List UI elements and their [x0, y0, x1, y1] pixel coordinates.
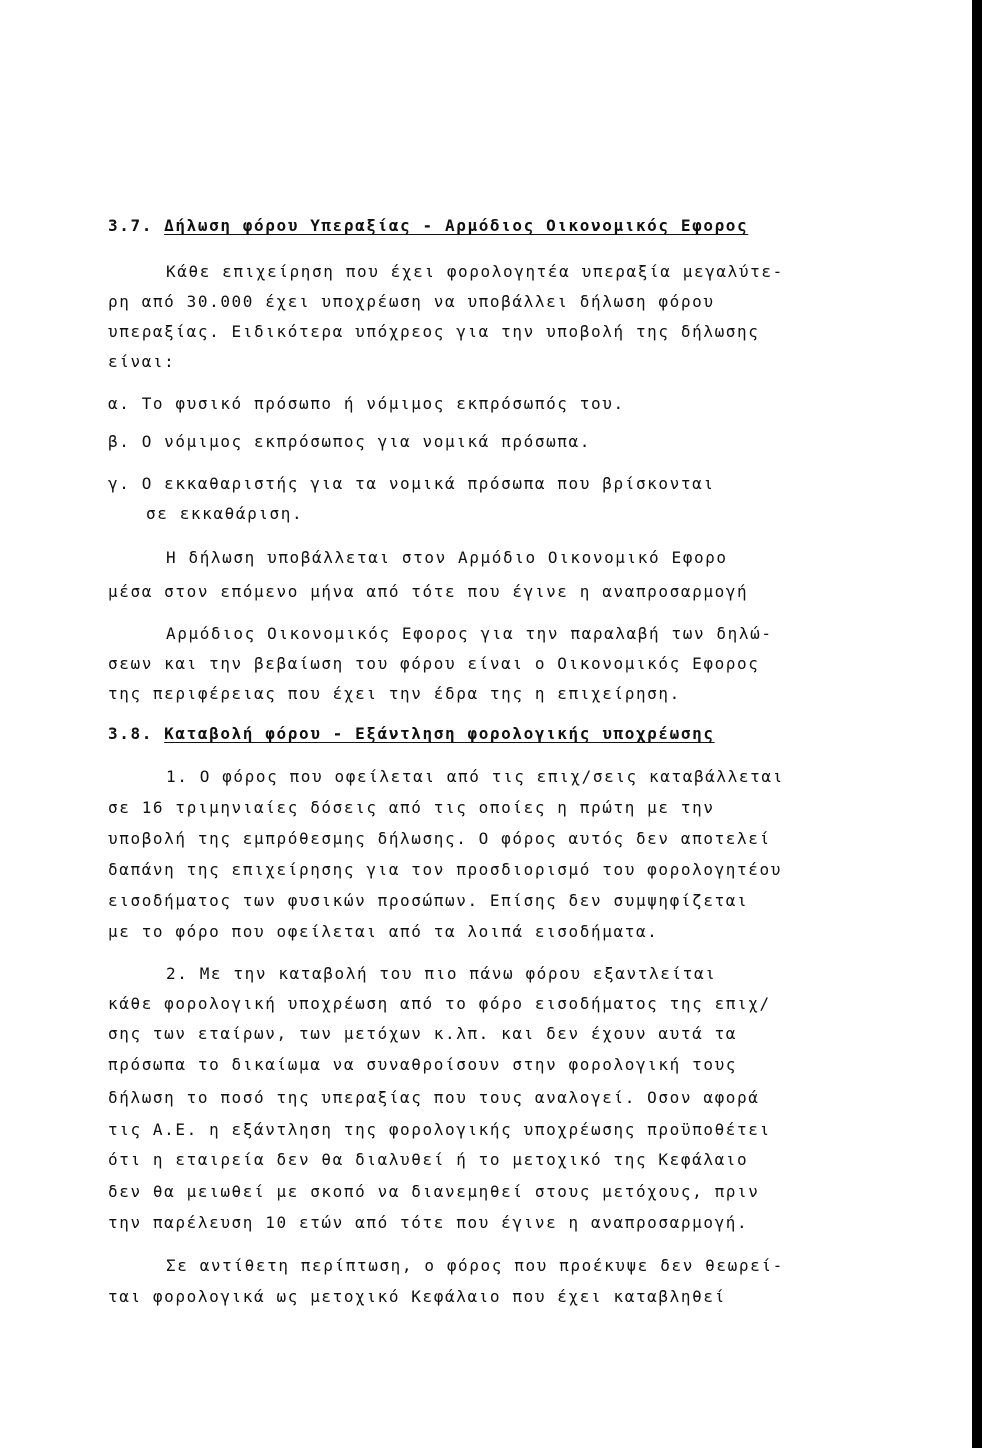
list-item-c-continuation: σε εκκαθάριση.: [146, 504, 304, 523]
paragraph-line: σεων και την βεβαίωση του φόρου είναι ο Οικονομικός Εφορος: [108, 654, 760, 673]
paragraph-line: δεν θα μειωθεί με σκοπό να διανεμηθεί στους μετόχους, πριν: [108, 1182, 760, 1201]
paragraph-line: Η δήλωση υποβάλλεται στον Αρμόδιο Οικονομικό Εφορο: [166, 548, 728, 567]
paragraph-line: Κάθε επιχείρηση που έχει φορολογητέα υπεραξία μεγαλύτε-: [166, 262, 784, 281]
list-item-b: β. Ο νόμιμος εκπρόσωπος για νομικά πρόσωπα.: [108, 432, 592, 451]
paragraph-line: δαπάνη της επιχείρησης για τον προσδιορισμό του φορολογητέου: [108, 860, 782, 879]
paragraph-line: την παρέλευση 10 ετών από τότε που έγινε η αναπροσαρμογή.: [108, 1213, 749, 1232]
paragraph-line: εισοδήματος των φυσικών προσώπων. Επίσης δεν συμψηφίζεται: [108, 891, 749, 910]
paragraph-line: κάθε φορολογική υποχρέωση από το φόρο εισοδήματος της επιχ/: [108, 994, 771, 1013]
paragraph-line: Αρμόδιος Οικονομικός Εφορος για την παραλαβή των δηλώ-: [166, 624, 773, 643]
paragraph-line: ότι η εταιρεία δεν θα διαλυθεί ή το μετοχικό της Κεφάλαιο: [108, 1150, 749, 1169]
list-item-a: α. Το φυσικό πρόσωπο ή νόμιμος εκπρόσωπός του.: [108, 394, 625, 413]
section-number: 3.7.: [108, 216, 153, 235]
list-item-c: γ. Ο εκκαθαριστής για τα νομικά πρόσωπα που βρίσκονται: [108, 474, 715, 493]
paragraph-line: είναι:: [108, 352, 176, 371]
section-3-8-heading: [108, 724, 715, 744]
paragraph-line: τις Α.Ε. η εξάντληση της φορολογικής υποχρέωσης προϋποθέτει: [108, 1120, 771, 1139]
paragraph-line: μέσα στον επόμενο μήνα από τότε που έγινε η αναπροσαρμογή: [108, 582, 749, 601]
paragraph-line: σε 16 τριμηνιαίες δόσεις από τις οποίες η πρώτη με την: [108, 798, 715, 817]
paragraph-line: ται φορολογικά ως μετοχικό Κεφάλαιο που έχει καταβληθεί: [108, 1287, 726, 1306]
section-title: Δήλωση φόρου Υπεραξίας - Αρμόδιος Οικονομικός Εφορος: [164, 216, 749, 235]
paragraph-line: 2. Με την καταβολή του πιο πάνω φόρου εξαντλείται: [166, 964, 717, 983]
section-3-7-heading: [108, 216, 748, 236]
section-title: Καταβολή φόρου - Εξάντληση φορολογικής υποχρέωσης: [164, 724, 715, 743]
paragraph-line: πρόσωπα το δικαίωμα να συναθροίσουν στην φορολογική τους: [108, 1055, 738, 1074]
paragraph-line: Σε αντίθετη περίπτωση, ο φόρος που προέκυψε δεν θεωρεί-: [166, 1256, 784, 1275]
paragraph-line: ρη από 30.000 έχει υποχρέωση να υποβάλλει δήλωση φόρου: [108, 292, 715, 311]
paragraph-line: υποβολή της εμπρόθεσμης δήλωσης. Ο φόρος αυτός δεν αποτελεί: [108, 829, 771, 848]
paragraph-line: σης των εταίρων, των μετόχων κ.λπ. και δεν έχουν αυτά τα: [108, 1024, 738, 1043]
paragraph-line: 1. Ο φόρος που οφείλεται από τις επιχ/σεις καταβάλλεται: [166, 767, 784, 786]
paragraph-line: δήλωση το ποσό της υπεραξίας που τους αναλογεί. Οσον αφορά: [108, 1088, 760, 1107]
paragraph-line: με το φόρο που οφείλεται από τα λοιπά εισοδήματα.: [108, 922, 659, 941]
paragraph-line: της περιφέρειας που έχει την έδρα της η επιχείρηση.: [108, 684, 681, 703]
scan-edge: [972, 0, 982, 1448]
section-number: 3.8.: [108, 724, 153, 743]
paragraph-line: υπεραξίας. Ειδικότερα υπόχρεος για την υποβολή της δήλωσης: [108, 322, 760, 341]
